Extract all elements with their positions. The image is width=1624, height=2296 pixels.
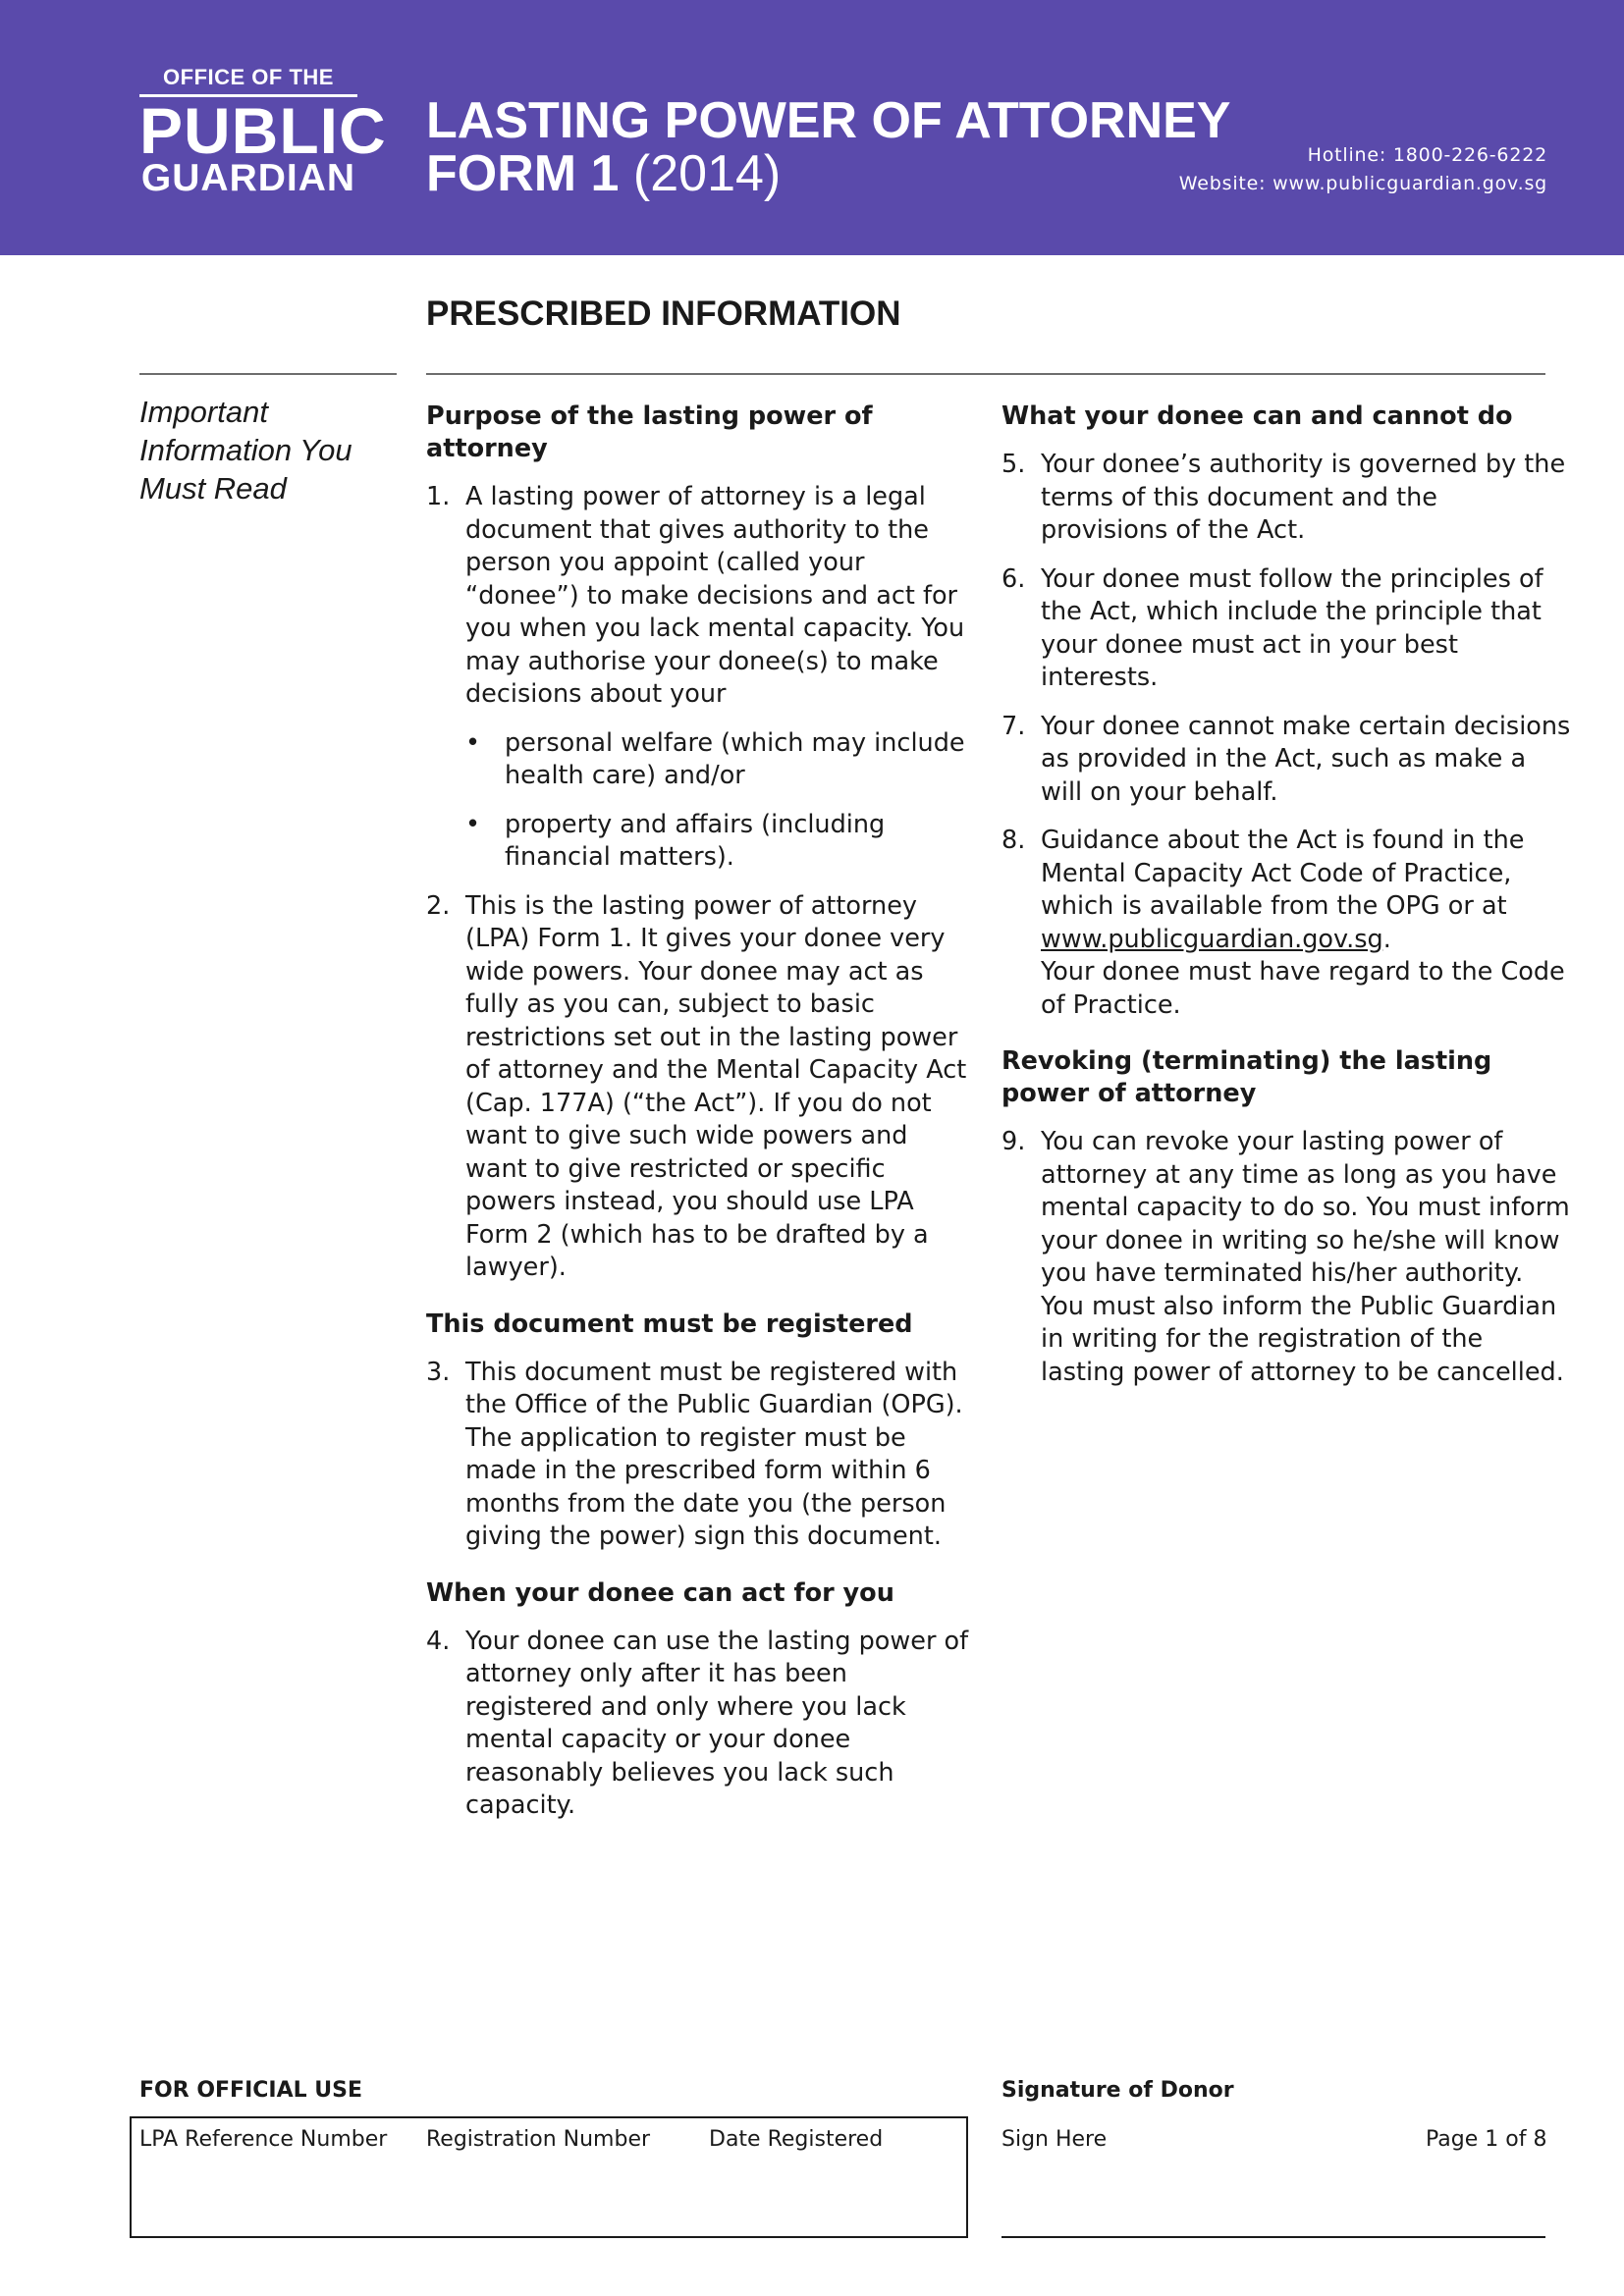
- heading-donee-powers: What your donee can and cannot do: [1001, 401, 1513, 431]
- official-use-label: FOR OFFICIAL USE: [139, 2078, 363, 2103]
- important-info-note: Important Information You Must Read: [139, 395, 352, 506]
- decision-types-list: [465, 727, 976, 875]
- list-item: [1001, 1126, 1571, 1389]
- lpa-reference-field: LPA Reference Number: [139, 2127, 388, 2152]
- item-text: Your donee’s authority is governed by the terms of this document and the provisions of the Act.: [1041, 450, 1566, 545]
- list-item: [1001, 825, 1571, 1022]
- item-number: 7.: [1001, 711, 1026, 741]
- content-divider: [426, 373, 1545, 375]
- list-item: [426, 1626, 976, 1823]
- heading-purpose: Purpose of the lasting power of attorney: [426, 401, 873, 463]
- bullet-icon: •: [465, 727, 481, 758]
- right-column: [1001, 400, 1571, 1405]
- sign-here-label: Sign Here: [1001, 2127, 1108, 2152]
- item-text: Your donee can use the lasting power of attorney only after it has been registered and only where you lack mental capacity or your donee reasonably believes you lack such capacity.: [465, 1626, 969, 1820]
- list-item: [465, 809, 976, 875]
- item-text: This document must be registered with the Office of the Public Guardian (OPG). The application to register must be made in the prescribed form within 6 months from the date you (the person giving the power) sign this document.: [465, 1357, 963, 1551]
- date-registered-field: Date Registered: [709, 2127, 884, 2152]
- contact-info: [1179, 141, 1547, 198]
- list-item: [426, 1357, 976, 1554]
- item-number: 2.: [426, 890, 451, 921]
- logo-line-1: OFFICE OF THE: [139, 65, 357, 97]
- item-number: 9.: [1001, 1127, 1026, 1156]
- list-item: [465, 727, 976, 793]
- heading-when-donee-acts: When your donee can act for you: [426, 1577, 894, 1608]
- website: Website: www.publicguardian.gov.sg: [1178, 173, 1547, 194]
- form-title-line-2: [426, 147, 1230, 200]
- item-number: 8.: [1001, 826, 1026, 855]
- form-title: [426, 94, 1230, 200]
- bullet-text: property and affairs (including financial matters).: [505, 809, 886, 872]
- website-link[interactable]: www.publicguardian.gov.sg: [1041, 924, 1383, 954]
- signature-label: Signature of Donor: [1001, 2078, 1234, 2103]
- form-title-line-1: LASTING POWER OF ATTORNEY: [426, 92, 1231, 149]
- heading-registration: This document must be registered: [426, 1308, 913, 1339]
- item-text: Your donee cannot make certain decisions as provided in the Act, such as make a will on your behalf.: [1041, 711, 1571, 807]
- logo-line-3: GUARDIAN: [140, 157, 356, 199]
- item-number: 3.: [426, 1357, 451, 1387]
- list-item: [426, 481, 976, 875]
- item-text: [1041, 825, 1571, 1022]
- section-title: PRESCRIBED INFORMATION: [426, 294, 901, 333]
- header-banner: [0, 0, 1624, 255]
- hotline: Hotline: 1800-226-6222: [1307, 144, 1547, 166]
- heading-revoking: Revoking (terminating) the lasting power of attorney: [1001, 1046, 1492, 1108]
- item-text: You can revoke your lasting power of attorney at any time as long as you have mental capacity to do so. You must inform your donee in writing so he/she will know you have terminated his/her authority. You must also inform the Public Guardian in writing for the registration of the lasting power of attorney to be cancelled.: [1041, 1127, 1570, 1387]
- bullet-text: personal welfare (which may include health care) and/or: [505, 727, 965, 790]
- item-text: Your donee must follow the principles of the Act, which include the principle that your donee must act in your best interests.: [1041, 563, 1543, 692]
- signature-line[interactable]: [1001, 2236, 1545, 2238]
- item-number: 5.: [1001, 450, 1026, 479]
- sidebar-divider: [139, 373, 397, 375]
- list-item: [1001, 563, 1571, 695]
- item-text-part: Guidance about the Act is found in the Mental Capacity Act Code of Practice, which is available from the OPG or at: [1041, 826, 1525, 921]
- list-item: [426, 890, 976, 1285]
- public-guardian-logo: [139, 65, 387, 199]
- item-text: A lasting power of attorney is a legal document that gives authority to the person you appoint (called your “donee”) to make decisions and act for you when you lack mental capacity. You may authorise your donee(s) to make decisions about your: [465, 482, 965, 709]
- item-text: This is the lasting power of attorney (LPA) Form 1. It gives your donee very wide powers. Your donee may act as fully as you can, subject to basic restrictions set out in the lasting power of attorney and the Mental Capacity Act (Cap. 177A) (“the Act”). If you do not want to give such wide powers and want to give restricted or specific powers instead, you should use LPA Form 2 (which has to be drafted by a lawyer).: [465, 890, 967, 1282]
- list-item: [1001, 711, 1571, 810]
- logo-line-2: PUBLIC: [139, 94, 387, 167]
- page-number: Page 1 of 8: [1426, 2127, 1547, 2152]
- item-text-part: .: [1382, 924, 1391, 954]
- item-number: 1.: [426, 482, 451, 511]
- form-number: FORM 1: [426, 145, 620, 202]
- registration-number-field: Registration Number: [426, 2127, 651, 2152]
- bullet-icon: •: [465, 809, 481, 839]
- item-number: 6.: [1001, 563, 1026, 594]
- item-text-part: Your donee must have regard to the Code of Practice.: [1041, 957, 1565, 1020]
- left-column: [426, 400, 976, 1839]
- item-number: 4.: [426, 1626, 451, 1656]
- form-year: (2014): [632, 145, 782, 202]
- list-item: [1001, 449, 1571, 548]
